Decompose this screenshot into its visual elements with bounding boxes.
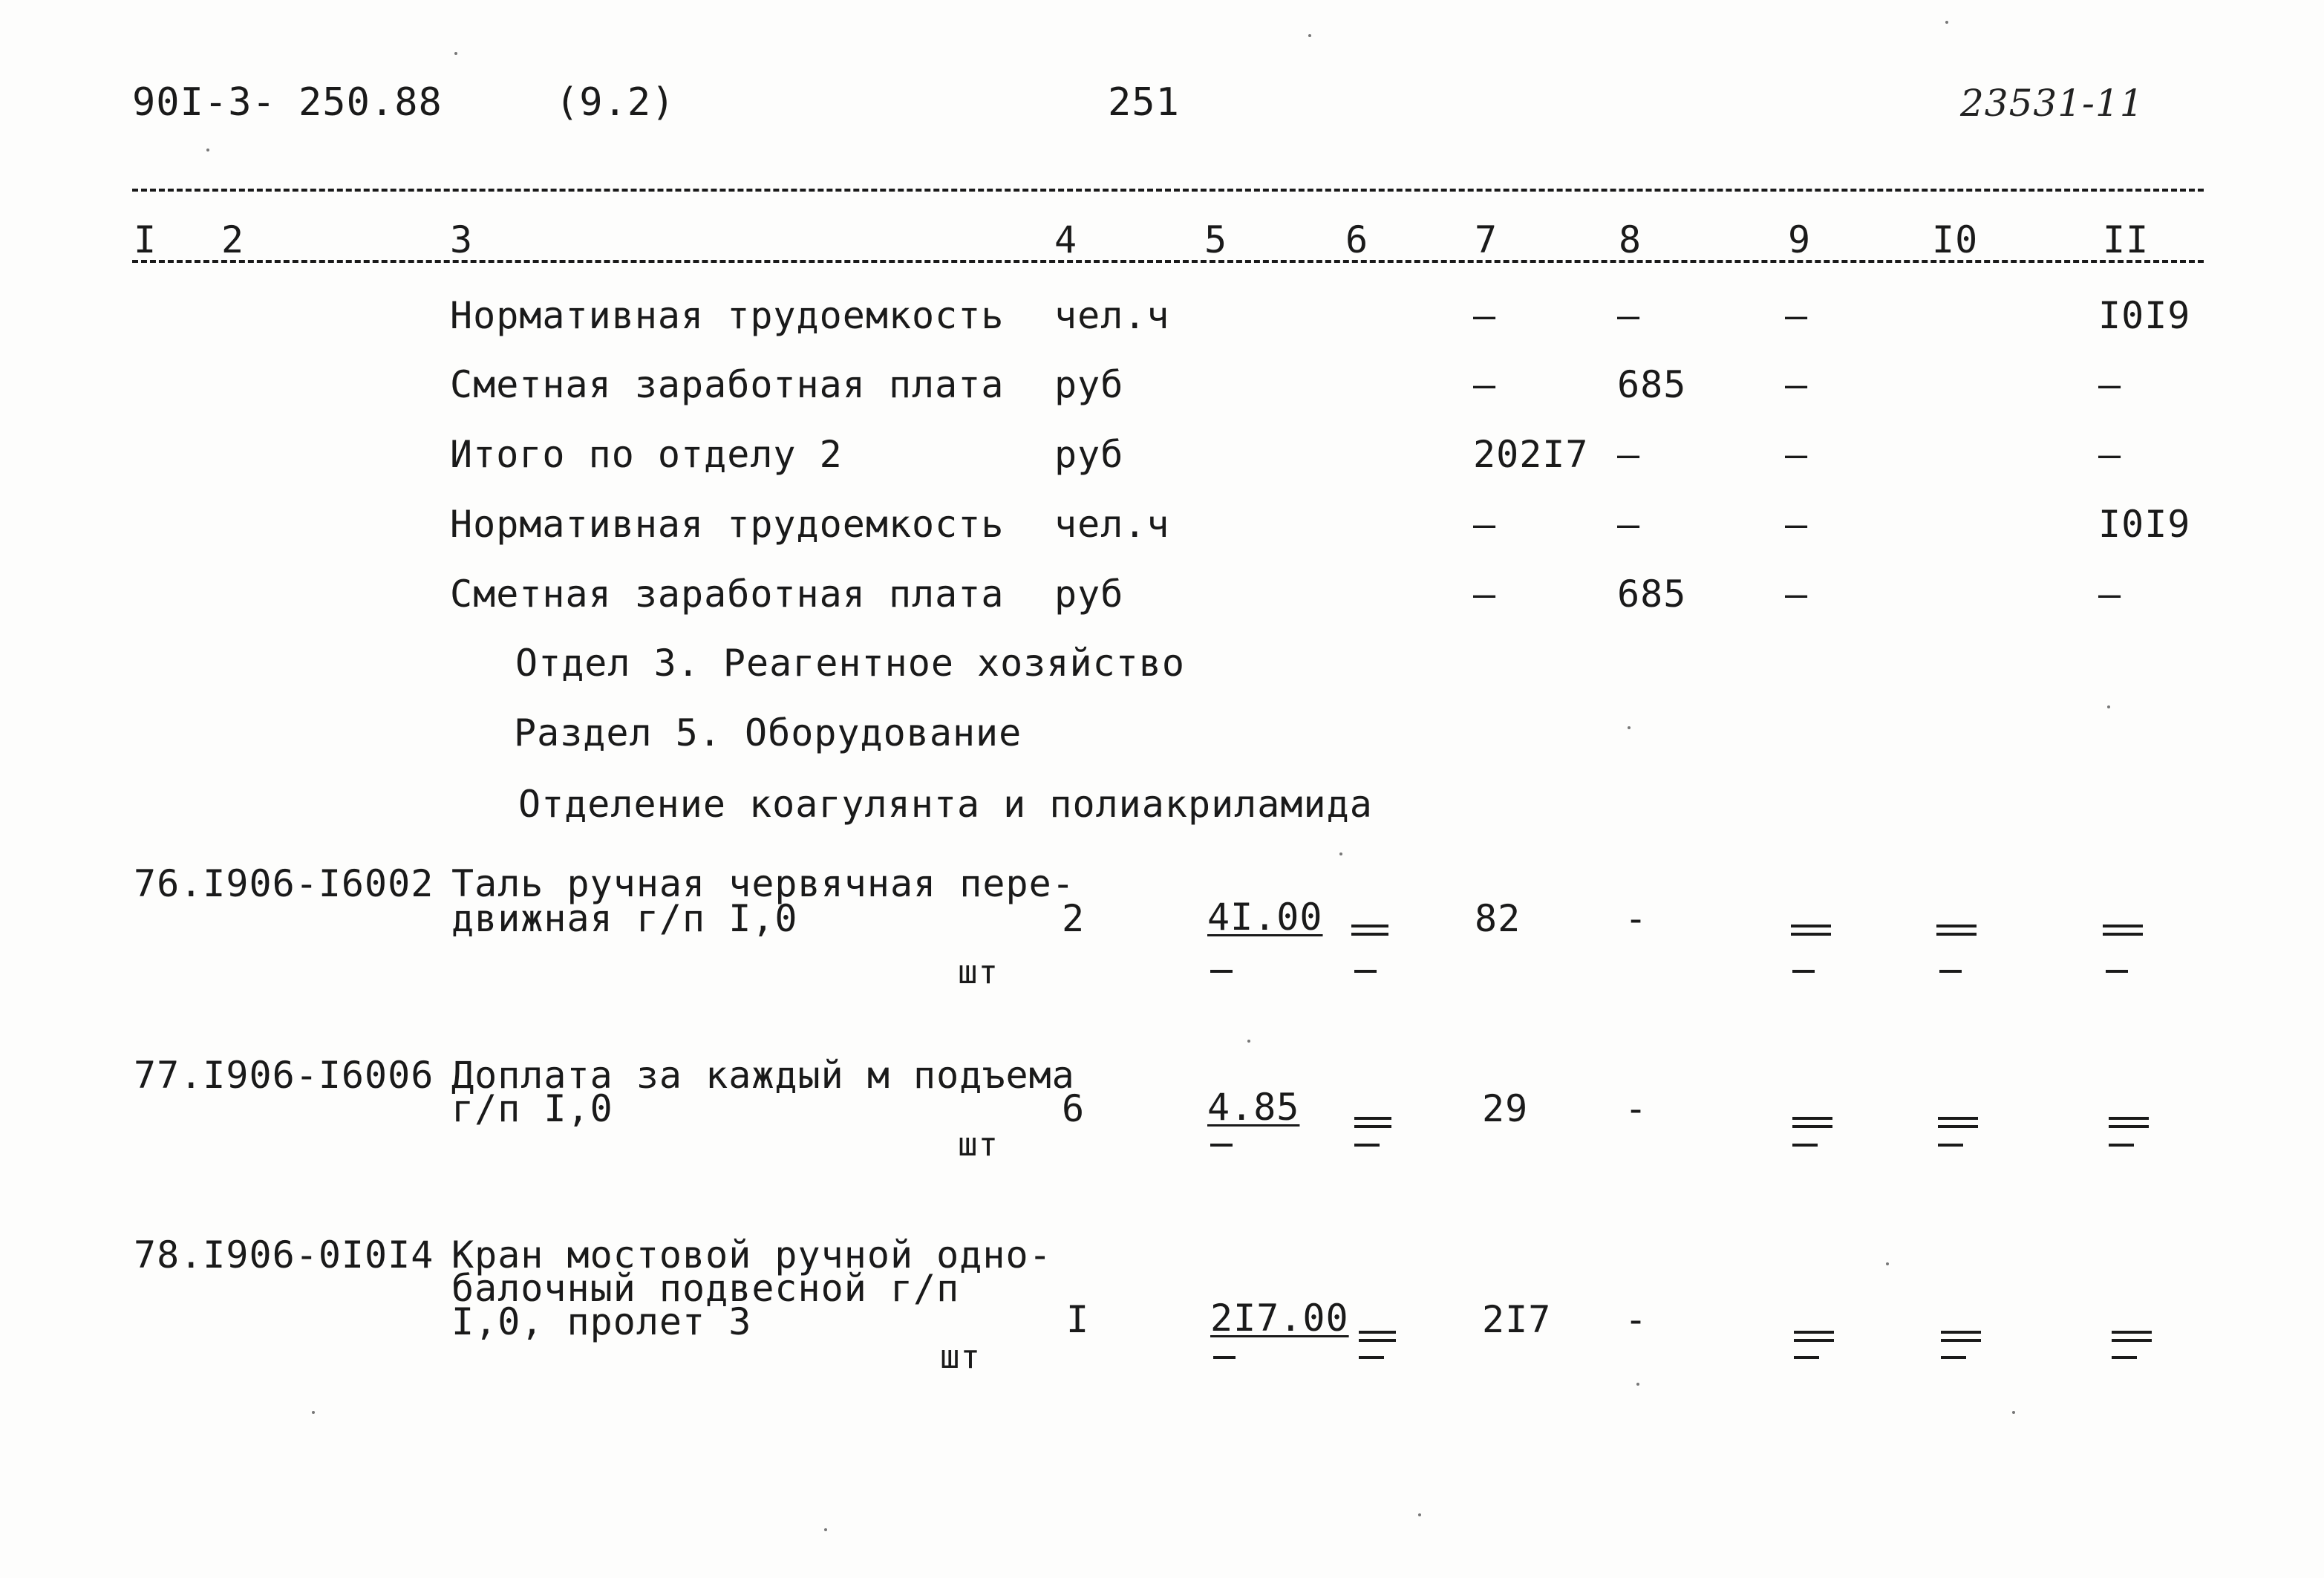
blank-mark [1210, 1144, 1233, 1147]
row-name: Итого по отделу 2 [450, 433, 843, 476]
row-col7: – [1473, 294, 1497, 337]
blank-mark [1941, 1356, 1966, 1359]
scan-speck [2107, 705, 2110, 708]
blank-mark [1794, 1331, 1834, 1334]
blank-mark [1359, 1331, 1396, 1334]
blank-mark [1794, 1339, 1834, 1342]
blank-mark [1936, 933, 1977, 936]
blank-mark [1792, 1117, 1832, 1120]
item-total: 2I7 [1482, 1298, 1552, 1341]
col-header-10: I0 [1932, 218, 1979, 261]
blank-mark [1936, 925, 1977, 927]
row-unit: руб [1054, 573, 1124, 616]
handwritten-number: 23531-11 [1960, 82, 2144, 125]
col-header-8: 8 [1619, 218, 1642, 261]
item-total: 82 [1475, 897, 1521, 940]
section-ref: (9.2) [555, 80, 676, 125]
item-desc-line: г/п I,0 [451, 1087, 613, 1130]
page-number: 251 [1108, 80, 1180, 125]
item-total: 29 [1482, 1087, 1529, 1130]
scan-speck [1247, 1040, 1250, 1043]
blank-mark [1354, 1117, 1391, 1120]
row-col9: – [1785, 503, 1809, 546]
blank-mark [1938, 1117, 1978, 1120]
row-col7: – [1473, 363, 1497, 406]
row-col9: – [1785, 363, 1809, 406]
row-col11: – [2098, 433, 2122, 476]
item-code: 76.I906-I6002 [134, 862, 434, 905]
scan-speck [1308, 34, 1311, 37]
row-col8: 685 [1617, 573, 1687, 616]
scan-speck [1418, 1513, 1421, 1516]
subsection-title: Отделение коагулянта и полиакриламида [518, 783, 1373, 826]
item-desc-line: движная г/п I,0 [451, 897, 798, 940]
scan-speck [1339, 852, 1342, 855]
item-unit: шт [958, 953, 999, 991]
blank-mark [2103, 933, 2143, 936]
row-col9: – [1785, 433, 1809, 476]
blank-mark [1354, 1144, 1380, 1147]
row-unit: чел.ч [1054, 294, 1170, 337]
blank-mark [1939, 970, 1962, 973]
item-code: 78.I906-0I0I4 [134, 1233, 434, 1277]
row-col11: – [2098, 573, 2122, 616]
blank-mark [1941, 1339, 1981, 1342]
item-col8: - [1625, 1087, 1648, 1130]
row-name: Нормативная трудоемкость [450, 503, 1005, 546]
header-divider [132, 189, 2204, 192]
blank-mark [1351, 925, 1388, 927]
row-col11: I0I9 [2098, 503, 2191, 546]
blank-mark [2112, 1331, 2152, 1334]
blank-mark [2103, 925, 2143, 927]
col-header-5: 5 [1204, 218, 1228, 261]
scan-speck [206, 149, 209, 151]
col-header-9: 9 [1788, 218, 1812, 261]
scan-speck [824, 1528, 827, 1531]
item-unit: шт [940, 1338, 981, 1376]
item-unit: шт [958, 1126, 999, 1164]
row-col11: I0I9 [2098, 294, 2191, 337]
row-col7: 202I7 [1473, 433, 1589, 476]
row-col8: – [1617, 433, 1641, 476]
doc-code: 90I-3- [132, 80, 276, 125]
row-col7: – [1473, 503, 1497, 546]
item-price: 4.85 [1207, 1086, 1300, 1129]
blank-mark [2109, 1117, 2149, 1120]
blank-mark [1792, 1125, 1832, 1128]
item-col8: - [1625, 1298, 1648, 1341]
item-qty: I [1066, 1298, 1090, 1341]
blank-mark [1213, 1356, 1236, 1359]
blank-mark [1938, 1144, 1963, 1147]
col-header-1: I [134, 218, 157, 261]
scan-speck [1886, 1262, 1889, 1265]
item-qty: 6 [1062, 1087, 1086, 1130]
col-header-2: 2 [221, 218, 245, 261]
row-unit: чел.ч [1054, 503, 1170, 546]
blank-mark [1791, 925, 1831, 927]
item-code: 77.I906-I6006 [134, 1054, 434, 1097]
doc-number: 250.88 [298, 80, 443, 125]
blank-mark [2109, 1144, 2134, 1147]
scan-speck [2012, 1411, 2015, 1414]
col-header-3: 3 [450, 218, 474, 261]
col-header-6: 6 [1345, 218, 1369, 261]
item-desc-line: Таль ручная червячная пере- [451, 862, 1075, 905]
col-header-11: II [2103, 218, 2150, 261]
item-desc-line: Кран мостовой ручной одно- [451, 1233, 1052, 1277]
scan-speck [454, 52, 457, 55]
section-title: Раздел 5. Оборудование [514, 711, 1022, 754]
department-title: Отдел 3. Реагентное хозяйство [515, 642, 1185, 685]
blank-mark [1359, 1339, 1396, 1342]
blank-mark [1792, 970, 1815, 973]
row-col11: – [2098, 363, 2122, 406]
blank-mark [1938, 1125, 1978, 1128]
row-name: Сметная заработная плата [450, 363, 1005, 406]
item-qty: 2 [1062, 897, 1086, 940]
item-col8: - [1625, 897, 1648, 940]
blank-mark [1210, 970, 1233, 973]
blank-mark [1359, 1356, 1384, 1359]
blank-mark [1794, 1356, 1819, 1359]
item-price: 4I.00 [1207, 896, 1323, 939]
row-col8: 685 [1617, 363, 1687, 406]
col-header-7: 7 [1475, 218, 1498, 261]
scan-speck [1628, 726, 1631, 729]
blank-mark [2112, 1339, 2152, 1342]
item-desc-line: I,0, пролет 3 [451, 1300, 752, 1343]
blank-mark [1792, 1144, 1818, 1147]
blank-mark [2112, 1356, 2137, 1359]
column-header-underline [132, 260, 2204, 263]
row-unit: руб [1054, 433, 1124, 476]
row-col9: – [1785, 573, 1809, 616]
blank-mark [2106, 970, 2128, 973]
scan-speck [1636, 1383, 1639, 1386]
row-col8: – [1617, 294, 1641, 337]
row-name: Нормативная трудоемкость [450, 294, 1005, 337]
scan-speck [312, 1411, 315, 1414]
item-price: 2I7.00 [1210, 1297, 1349, 1340]
col-header-4: 4 [1054, 218, 1078, 261]
blank-mark [1351, 933, 1388, 936]
blank-mark [1354, 970, 1377, 973]
item-desc-line: Доплата за каждый м подъема [451, 1054, 1075, 1097]
row-unit: руб [1054, 363, 1124, 406]
scan-speck [1945, 21, 1948, 24]
row-col8: – [1617, 503, 1641, 546]
row-name: Сметная заработная плата [450, 573, 1005, 616]
row-col9: – [1785, 294, 1809, 337]
row-col7: – [1473, 573, 1497, 616]
blank-mark [1791, 933, 1831, 936]
item-desc-line: балочный подвесной г/п [451, 1267, 960, 1310]
blank-mark [1354, 1125, 1391, 1128]
blank-mark [1941, 1331, 1981, 1334]
blank-mark [2109, 1125, 2149, 1128]
